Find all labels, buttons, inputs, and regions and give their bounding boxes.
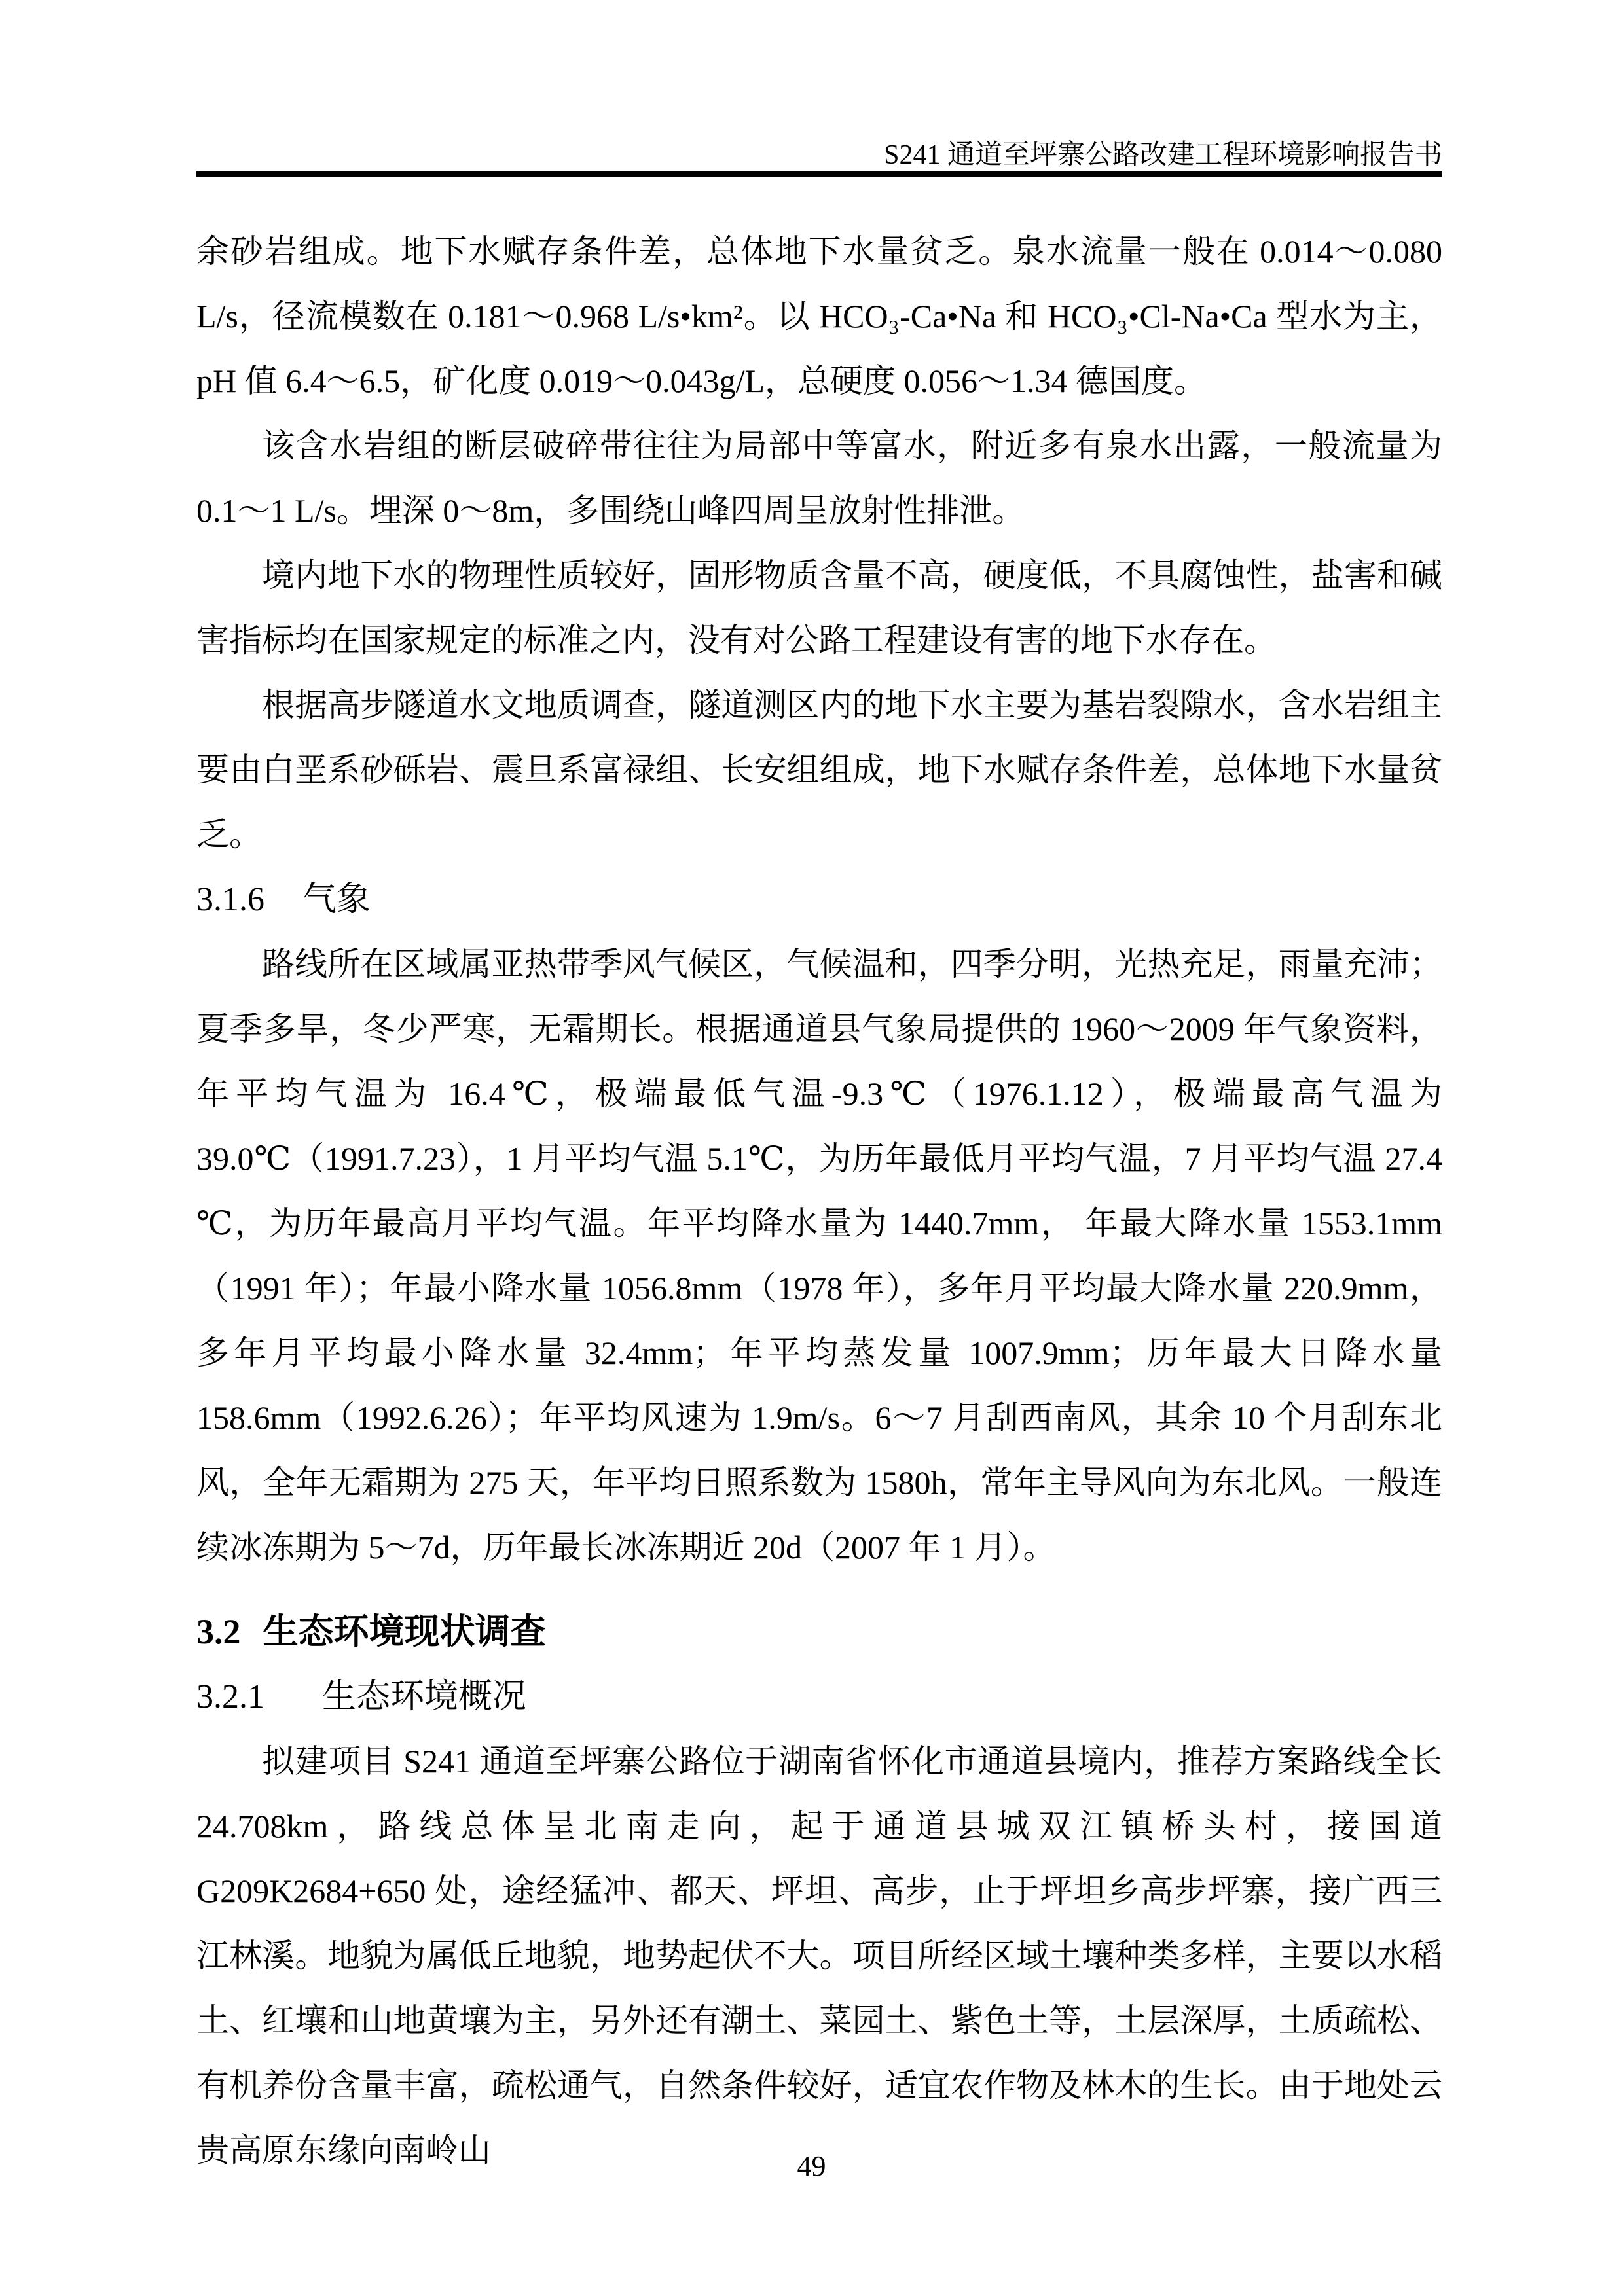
- paragraph-climate: 路线所在区域属亚热带季风气候区，气候温和，四季分明，光热充足，雨量充沛；夏季多旱，冬少严寒，无霜期长。根据通道县气象局提供的 1960～2009 年气象资料，年平均气温为 16.4℃，极端最低气温-9.3℃（1976.1.12），极端最高气温为 39.0℃（1991.7.23），1 月平均气温 5.1℃，为历年最低月平均气温，7 月平均气温 27.4 ℃，为历年最高月平均气温。年平均降水量为 1440.7mm， 年最大降水量 1553.1mm（1991 年）；年最小降水量 1056.8mm（1978 年），多年月平均最大降水量 220.9mm，多年月平均最小降水量 32.4mm；年平均蒸发量 1007.9mm；历年最大日降水量 158.6mm（1992.6.26）；年平均风速为 1.9m/s。6～7 月刮西南风，其余 10 个月刮东北风，全年无霜期为 275 天，年平均日照系数为 1580h，常年主导风向为东北风。一般连续冰冻期为 5～7d，历年最长冰冻期近 20d（2007 年 1 月）。: [196, 946, 1442, 1566]
- paragraph-fault-zone: 该含水岩组的断层破碎带往往为局部中等富水，附近多有泉水出露，一般流量为 0.1～1 L/s。埋深 0～8m，多围绕山峰四周呈放射性排泄。: [196, 427, 1442, 529]
- heading-title: 生态环境概况: [322, 1678, 527, 1715]
- paragraph-water-quality: 境内地下水的物理性质较好，固形物质含量不高，硬度低，不具腐蚀性，盐害和碱害指标均在国家规定的标准之内，没有对公路工程建设有害的地下水存在。: [196, 557, 1442, 658]
- heading-title: 生态环境现状调查: [263, 1612, 546, 1651]
- heading-number: 3.1.6: [196, 881, 264, 918]
- paragraph-groundwater-continued: 余砂岩组成。地下水赋存条件差，总体地下水量贫乏。泉水流量一般在 0.014～0.080 L/s，径流模数在 0.181～0.968 L/s•km²。以 HCO₃-Ca•Na 和 HCO₃•Cl-Na•Ca 型水为主，pH 值 6.4～6.5，矿化度 0.019～0.043g/L，总硬度 0.056～1.34 德国度。: [196, 233, 1442, 399]
- heading-title: 气象: [302, 881, 371, 918]
- page-body: [196, 219, 1442, 2183]
- paragraph-project-overview: 拟建项目 S241 通道至坪寨公路位于湖南省怀化市通道县境内，推荐方案路线全长 24.708km，路线总体呈北南走向，起于通道县城双江镇桥头村，接国道 G209K2684+650 处，途经猛冲、都天、坪坦、高步，止于坪坦乡高步坪寨，接广西三江林溪。地貌为属低丘地貌，地势起伏不大。项目所经区域土壤种类多样，主要以水稻土、红壤和山地黄壤为主，另外还有潮土、菜园土、紫色土等，土层深厚，土质疏松、有机养份含量丰富，疏松通气，自然条件较好，适宜农作物及林木的生长。由于地处云贵高原东缘向南岭山: [196, 1743, 1442, 2168]
- page-number: 49: [797, 2150, 826, 2182]
- header-rule: [196, 171, 1442, 177]
- heading-number: 3.2: [196, 1612, 241, 1651]
- heading-3-1-6-meteorology: [196, 867, 1442, 932]
- heading-3-2-1-ecology-overview: [196, 1664, 1442, 1729]
- heading-number: 3.2.1: [196, 1678, 264, 1715]
- paragraph-tunnel-survey: 根据高步隧道水文地质调查，隧道测区内的地下水主要为基岩裂隙水，含水岩组主要由白垩系砂砾岩、震旦系富禄组、长安组组成，地下水赋存条件差，总体地下水量贫乏。: [196, 687, 1442, 853]
- running-header: S241 通道至坪寨公路改建工程环境影响报告书: [884, 140, 1442, 170]
- heading-3-2-ecology-survey: [196, 1600, 1442, 1664]
